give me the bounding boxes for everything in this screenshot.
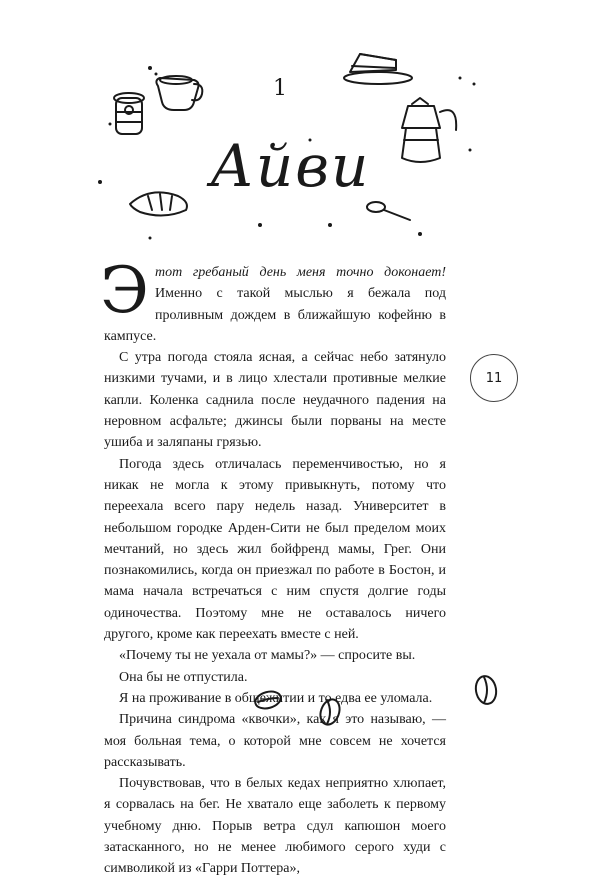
page-number: 11 xyxy=(470,354,518,402)
drop-cap: Э xyxy=(100,254,149,328)
croissant-icon xyxy=(130,192,187,215)
moka-pot-icon xyxy=(402,98,456,162)
body-text xyxy=(100,254,446,880)
paragraph: Почувствовав, что в белых кедах неприятно хлюпает, я сорвалась на бег. Не хватало еще заболеть к первому учебному дню. Порыв ветра сдул капюшон моего затасканного, но не менее любимого серого худи с символикой из «Гарри Поттера», xyxy=(104,776,446,877)
first-paragraph-rest: Именно с такой мыслью я бежала под проливным дождем в ближайшую кофейню в кампусе. xyxy=(104,286,446,344)
paragraph: Она бы не отпустила. xyxy=(119,669,248,685)
spoon-icon xyxy=(367,202,410,220)
paragraph: С утра погода стояла ясная, а сейчас небо затянуло низкими тучами, и в лицо хлестали противные мелкие капли. Коленка саднила после неудачного падения на неровном асфальте; джинсы были порваны на месте ушиба и заляпаны грязью. xyxy=(104,350,446,451)
paragraph: Причина синдрома «квочки», как я это называю, — моя больная тема, о которой мне совсем не хочется рассказывать. xyxy=(104,712,446,770)
chapter-number: 1 xyxy=(273,76,287,101)
paragraph: Погода здесь отличалась переменчивостью, но я никак не могла к этому привыкнуть, потому что переехала всего пару недель назад. Университет в небольшом городке Арден-Сити не был пределом моих мечтаний, но здесь жил бойфренд мамы, Грег. Они познакомились, когда он приезжал по работе в Бостон, и мама начала встречаться с ним спустя долгие годы одиночества. Поэтому мне не оставалось ничего другого, кроме как переехать вместе с ней. xyxy=(104,456,446,643)
paragraph: «Почему ты не уехала от мамы?» — спросите вы. xyxy=(119,648,416,664)
first-paragraph xyxy=(100,254,446,347)
lead-sentence: тот гребаный день меня точно доконает! xyxy=(154,265,446,280)
paragraph: Я на проживание в общежитии и то едва ее уломала. xyxy=(119,690,433,706)
chapter-title: Айви xyxy=(210,132,371,200)
